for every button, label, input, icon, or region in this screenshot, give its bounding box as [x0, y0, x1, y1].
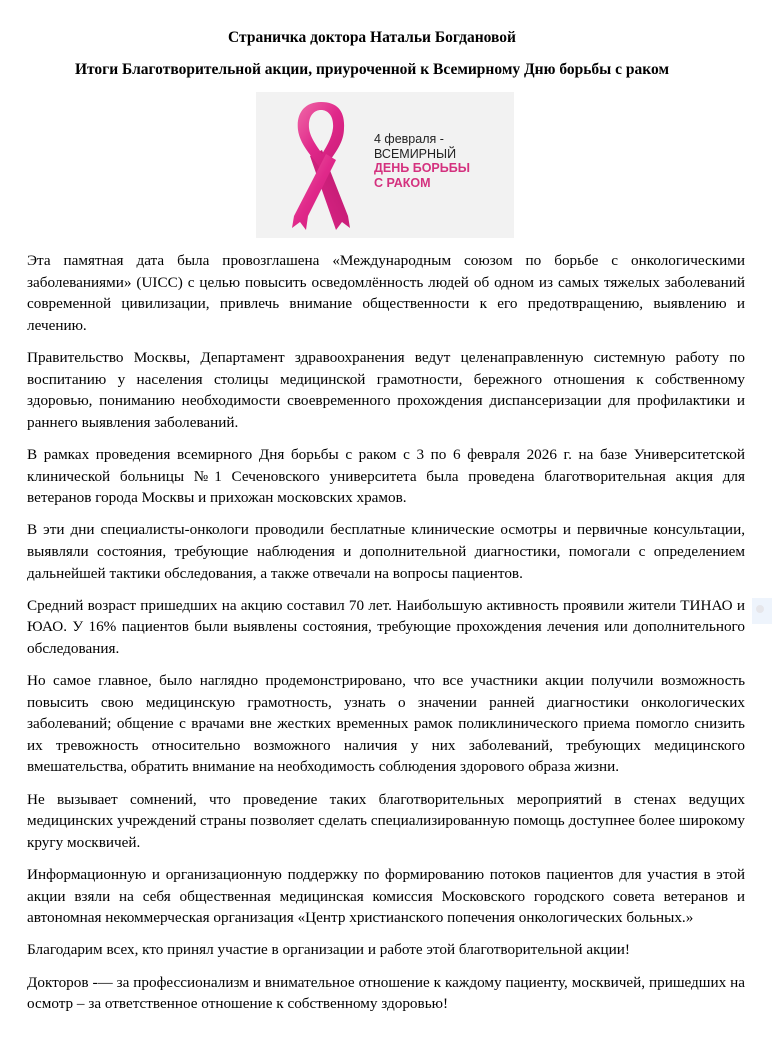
- page-title: Страничка доктора Натальи Богдановой: [228, 29, 516, 46]
- banner-line-cancer: С РАКОМ: [374, 175, 431, 190]
- world-cancer-day-banner: [256, 92, 514, 238]
- paragraph-moscow-government: Правительство Москвы, Департамент здравоохранения ведут целенаправленную системную работу по воспитанию у населения столицы медицинской грамотности, бережного отношения к собственному здоровью, пониманию необходимости своевременного прохождения диспансеризации для профилактики и раннего выявления заболеваний.: [27, 348, 745, 431]
- banner-line-day: ДЕНЬ БОРЬБЫ: [374, 161, 470, 175]
- banner-line-worldwide: ВСЕМИРНЫЙ: [374, 146, 457, 161]
- banner-date: 4 февраля -: [374, 132, 444, 146]
- article-title: Итоги Благотворительной акции, приуроченной к Всемирному Дню борьбы с раком: [74, 61, 670, 78]
- paragraph-statistics: Средний возраст пришедших на акцию составил 70 лет. Наибольшую активность проявили жители ТИНАО и ЮАО. У 16% пациентов были выявлены состояния, требующие прохождения лечения или дополнительного обследования.: [27, 596, 745, 657]
- paragraph-accessibility: Не вызывает сомнений, что проведение таких благотворительных мероприятий в стенах ведущих медицинских учреждений страны позволяет сделать специализированную помощь доступнее более широкому кругу москвичей.: [27, 790, 745, 851]
- banner-caption: [374, 132, 470, 190]
- paragraph-support: Информационную и организационную поддержку по формированию потоков пациентов для участия в этой акции взяли на себя общественная медицинская комиссия Московского городского совета ветеранов и автономная некоммерческая организация «Центр христианского попечения онкологических больных.»: [27, 866, 745, 927]
- article-body: [27, 250, 745, 1025]
- paragraph-doctors-thanks: Докторов -— за профессионализм и внимательное отношение к каждому пациенту, москвичей, пришедших на осмотр – за ответственное отношение к собственному здоровью!: [27, 973, 745, 1013]
- paragraph-uicc: Эта памятная дата была провозглашена «Международным союзом по борьбе с онкологическими заболеваниями» (UICC) с целью повысить осведомлённость людей об одном из самых тяжелых заболеваний современной цивилизации, привлечь внимание общественности к его предотвращению, выявлению и лечению.: [27, 252, 745, 334]
- dot-icon: [756, 605, 764, 613]
- paragraph-thanks: Благодарим всех, кто принял участие в организации и работе этой благотворительной акции!: [27, 941, 630, 959]
- paragraph-main-result: Но самое главное, было наглядно продемонстрировано, что все участники акции получили возможность повысить свою медицинскую грамотность, узнать о значении ранней диагностики онкологических заболеваний; общение с врачами вне жестких временных рамок поликлинического приема помогло снизить их тревожность относительно возможного наличия у них заболеваний, требующих медицинского вмешательства, обратить внимание на необходимость соблюдения здорового образа жизни.: [27, 672, 745, 776]
- pink-ribbon-icon: [286, 98, 356, 234]
- floating-side-widget[interactable]: [752, 598, 772, 624]
- paragraph-oncologists: В эти дни специалисты-онкологи проводили бесплатные клинические осмотры и первичные консультации, выявляли состояния, требующие наблюдения и дополнительной диагностики, помогали с определением дальнейшей тактики обследования, а также отвечали на вопросы пациентов.: [27, 521, 745, 582]
- paragraph-charity-event: В рамках проведения всемирного Дня борьбы с раком с 3 по 6 февраля 2026 г. на базе Университетской клинической больницы №1 Сеченовского университета была проведена благотворительная акция для ветеранов города Москвы и прихожан московских храмов.: [27, 445, 745, 507]
